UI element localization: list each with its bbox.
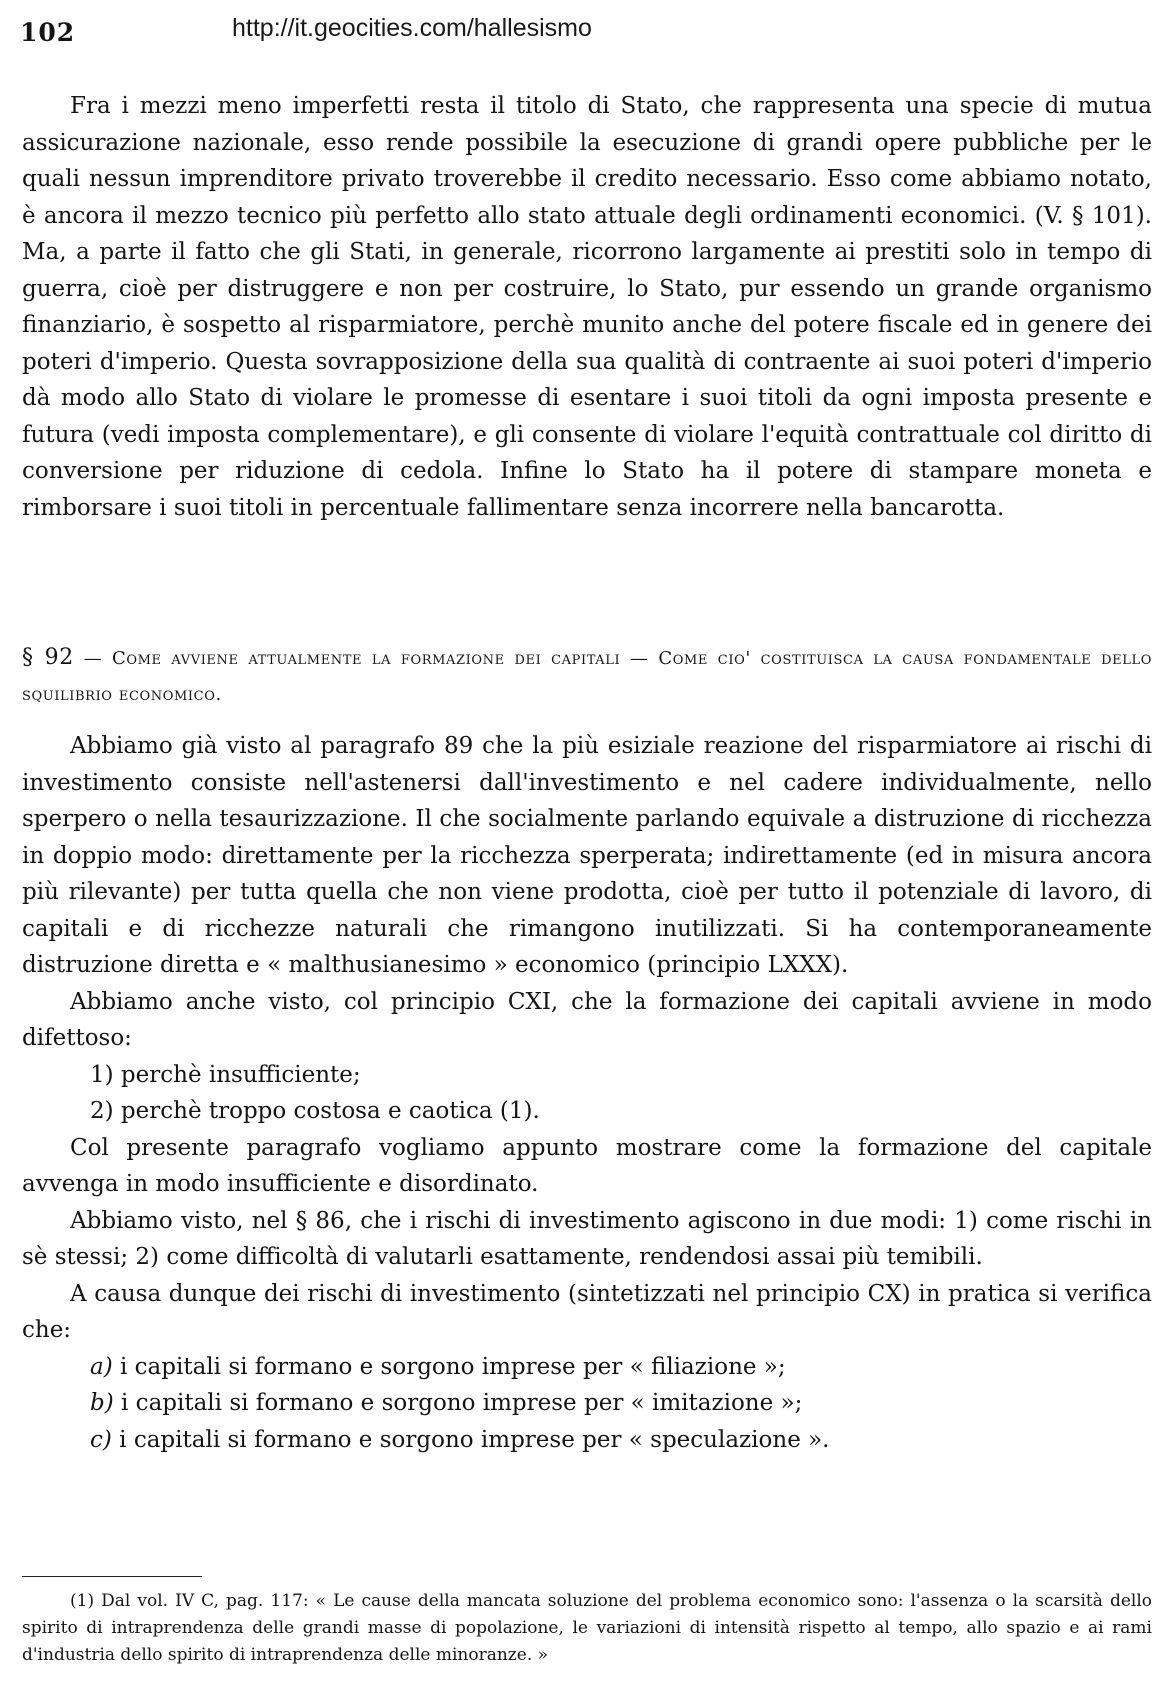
footnotes xyxy=(22,1588,1152,1669)
footnote-divider xyxy=(22,1576,202,1577)
paragraph-5: A causa dunque dei rischi di investimento (sintetizzati nel principio CX) in pratica si verifica che: xyxy=(22,1280,1152,1343)
section-heading xyxy=(22,640,1152,713)
case-list-item-c xyxy=(22,1422,1152,1459)
section-title-part2: Come cio' costituisca la causa fondamentale dello squilibrio economico. xyxy=(22,648,1152,705)
case-list-item-b xyxy=(22,1385,1152,1422)
page-number: 102 xyxy=(20,18,76,47)
section-dash-1: — xyxy=(83,648,103,669)
case-marker-a: a) xyxy=(90,1353,113,1380)
case-marker-c: c) xyxy=(90,1426,112,1453)
case-text-c: i capitali si formano e sorgono imprese per « speculazione ». xyxy=(111,1426,830,1453)
paragraph-3: Col presente paragrafo vogliamo appunto mostrare come la formazione del capitale avvenga in modo insufficiente e disordinato. xyxy=(22,1134,1152,1197)
source-url: http://it.geocities.com/hallesismo xyxy=(232,14,592,42)
defect-list-item-1: 1) perchè insufficiente; xyxy=(90,1061,361,1088)
paragraph-1: Abbiamo già visto al paragrafo 89 che la più esiziale reazione del risparmiatore ai rischi di investimento consiste nell'astenersi dall'investimento e nel cadere individualmente, nello sperpero o nella tesaurizzazione. Il che socialmente parlando equivale a distruzione di ricchezza in doppio modo: direttamente per la ricchezza sperperata; indirettamente (ed in misura ancora più rilevante) per tutta quella che non viene prodotta, cioè per tutto il potenziale di lavoro, di capitali e di ricchezze naturali che rimangono inutilizzati. Si ha contemporaneamente distruzione diretta e « malthusianesimo » economico (principio LXXX). xyxy=(22,733,1152,978)
intro-paragraph-block xyxy=(22,88,1152,526)
case-text-a: i capitali si formano e sorgono imprese per « filiazione »; xyxy=(112,1353,786,1380)
defect-list-item-2: 2) perchè troppo costosa e caotica (1). xyxy=(90,1098,540,1124)
case-text-b: i capitali si formano e sorgono imprese per « imitazione »; xyxy=(113,1390,803,1416)
case-list-item-a xyxy=(22,1349,1152,1386)
section-title-part1: Come avviene attualmente la formazione dei capitali xyxy=(111,648,621,669)
section-dash-2: — xyxy=(630,648,649,669)
paragraph-4: Abbiamo visto, nel § 86, che i rischi di investimento agiscono in due modi: 1) come rischi in sè stessi; 2) come difficoltà di valutarli esattamente, rendendosi assai più temibili. xyxy=(22,1207,1152,1270)
intro-paragraph: Fra i mezzi meno imperfetti resta il titolo di Stato, che rappresenta una specie di mutua assicurazione nazionale, esso rende possibile la esecuzione di grandi opere pubbliche per le quali nessun imprenditore privato troverebbe il credito necessario. Esso come abbiamo notato, è ancora il mezzo tecnico più perfetto allo stato attuale degli ordinamenti economici. (V. § 101). Ma, a parte il fatto che gli Stati, in generale, ricorrono largamente ai prestiti solo in tempo di guerra, cioè per distruggere e non per costruire, lo Stato, pur essendo un grande organismo finanziario, è sospetto al risparmiatore, perchè munito anche del potere fiscale ed in genere dei poteri d'imperio. Questa sovrapposizione della sua qualità di contraente ai suoi poteri d'imperio dà modo allo Stato di violare le promesse di esentare i suoi titoli da ogni imposta presente e futura (vedi imposta complementare), e gli consente di violare l'equità contrattuale col diritto di conversione per riduzione di cedola. Infine lo Stato ha il potere di stampare moneta e rimborsare i suoi titoli in percentuale fallimentare senza incorrere nella bancarotta. xyxy=(22,93,1152,521)
section-number: § 92 xyxy=(22,645,74,670)
case-marker-b: b) xyxy=(90,1390,114,1416)
footnote-1: (1) Dal vol. IV C, pag. 117: « Le cause della mancata soluzione del problema economico sono: l'assenza o la scarsità dello spirito di intraprendenza delle grandi masse di popolazione, le variazioni di intensità rispetto al tempo, allo spazio e ai rami d'industria dello spirito di intraprendenza delle minoranze. » xyxy=(22,1591,1152,1665)
section-body xyxy=(22,728,1152,1458)
paragraph-2: Abbiamo anche visto, col principio CXI, che la formazione dei capitali avviene in modo difettoso: xyxy=(22,988,1152,1051)
